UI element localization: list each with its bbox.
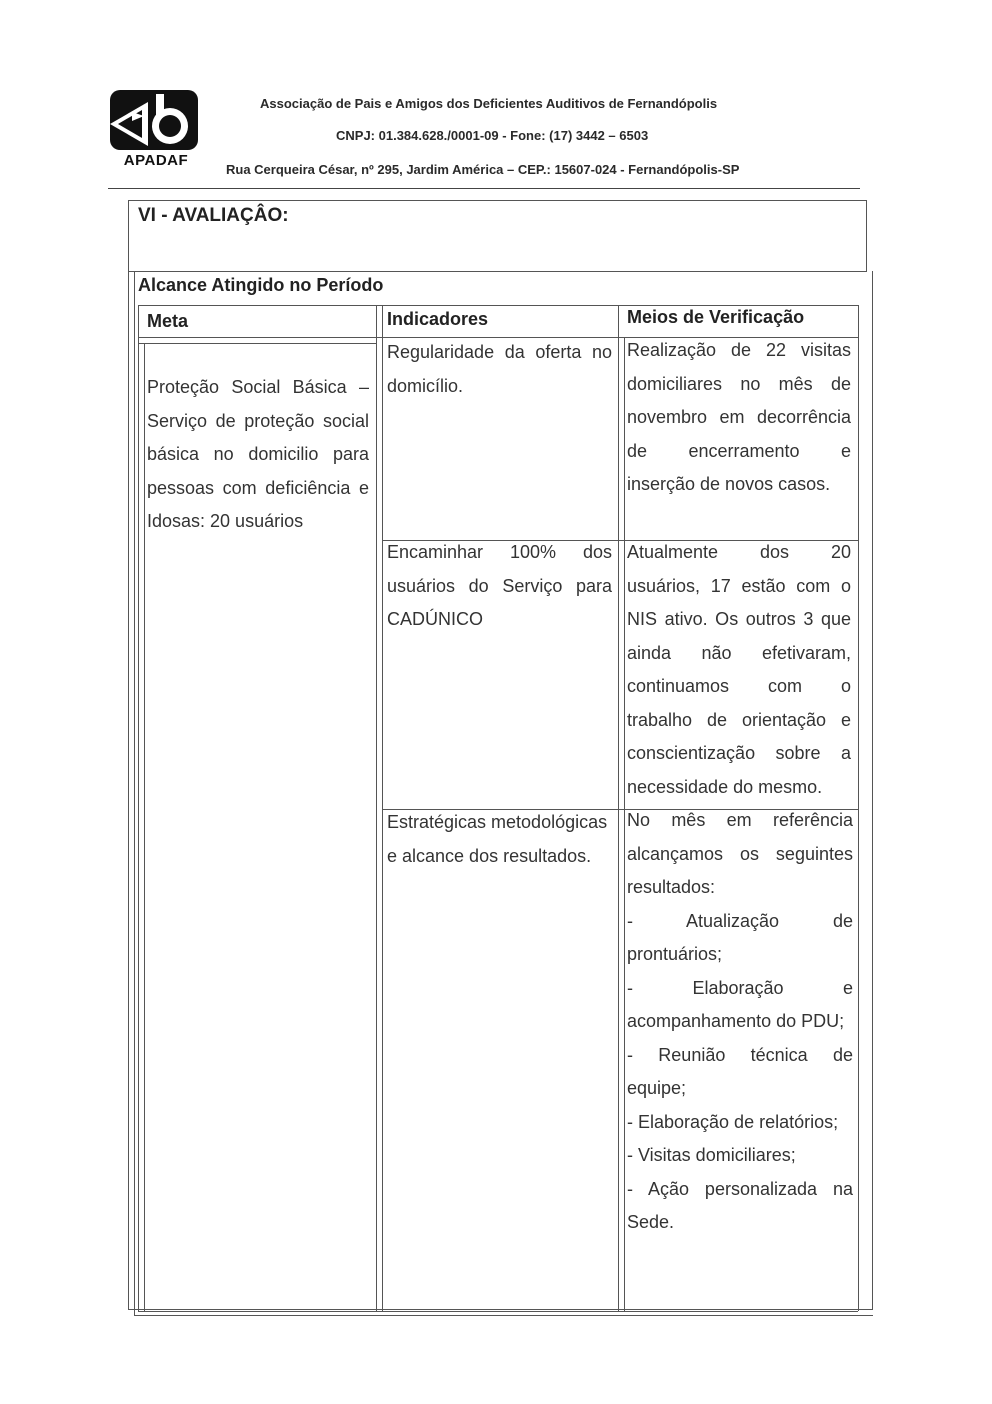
- frame-bottom-line: [134, 1315, 873, 1316]
- header-meios-verificacao: Meios de Verificação: [627, 307, 805, 327]
- result-item: - Elaboração e acompanhamento do PDU;: [627, 977, 853, 1031]
- cnpj-phone-line: CNPJ: 01.384.628./0001-09 - Fone: (17) 3442 – 6503: [336, 128, 649, 143]
- table-line: [144, 343, 145, 1311]
- table-line: [138, 1311, 858, 1312]
- apadaf-ear-logo-icon: [108, 88, 200, 152]
- indicador-cell-2: Encaminhar 100% dos usuários do Serviço para CADÚNICO: [387, 542, 612, 629]
- result-item: - Visitas domiciliares;: [627, 1145, 796, 1165]
- table-line: [858, 305, 859, 1311]
- table-line: [376, 305, 377, 1311]
- verificacao-cell-3: [627, 804, 853, 1240]
- verificacao-cell-1: Realização de 22 visitas domiciliares no mês de novembro em decorrência de encerramento e inserção de novos casos.: [627, 340, 851, 494]
- verificacao-cell-2: Atualmente dos 20 usuários, 17 estão com o NIS ativo. Os outros 3 que ainda não efetivaram, continuamos com o trabalho de orientação e conscientização sobre a necessidade do mesmo.: [627, 542, 851, 797]
- table-line: [624, 337, 625, 1311]
- meta-cell: Proteção Social Básica – Serviço de proteção social básica no domicilio para pessoas com deficiência e Idosas: 20 usuários: [147, 377, 369, 531]
- table-line: [138, 343, 376, 344]
- table-line: [618, 305, 619, 1311]
- indicador-cell-3: Estratégicas metodológicas e alcance dos resultados.: [387, 812, 608, 866]
- section-title: VI - AVALIAÇÂO:: [138, 205, 289, 226]
- frame-double-line: [134, 271, 135, 1316]
- result-item: - Ação personalizada na Sede.: [627, 1178, 853, 1232]
- table-line: [138, 305, 858, 306]
- address-line: Rua Cerqueira César, nº 295, Jardim América – CEP.: 15607-024 - Fernandópolis-SP: [226, 162, 740, 177]
- table-line: [138, 305, 139, 1311]
- header-meta: Meta: [147, 311, 189, 331]
- logo-text: APADAF: [123, 152, 189, 169]
- header-indicadores: Indicadores: [387, 309, 489, 329]
- header-divider: [108, 188, 860, 189]
- table-line: [382, 305, 383, 1311]
- result-item: - Elaboração de relatórios;: [627, 1111, 839, 1132]
- verificacao-intro: No mês em referência alcançamos os seguintes resultados:: [627, 810, 853, 897]
- indicador-cell-1: Regularidade da oferta no domicílio.: [387, 342, 612, 396]
- result-item: - Atualização de prontuários;: [627, 910, 853, 964]
- subsection-title: Alcance Atingido no Período: [138, 275, 384, 295]
- organization-name: Associação de Pais e Amigos dos Deficientes Auditivos de Fernandópolis: [260, 96, 718, 111]
- apadaf-logo: [108, 88, 204, 169]
- result-item: - Reunião técnica de equipe;: [627, 1044, 853, 1098]
